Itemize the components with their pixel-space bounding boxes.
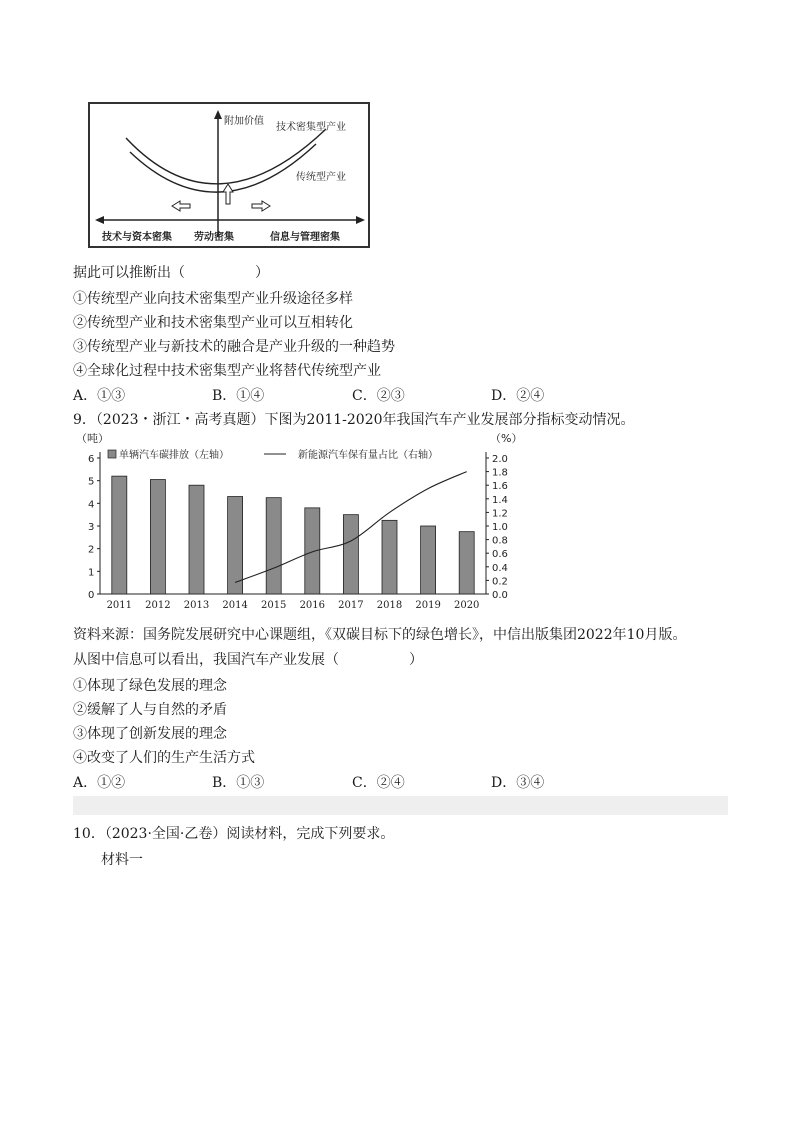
- traditional-curve-label: 传统型产业: [296, 172, 346, 183]
- q8-item-4: ④全球化过程中技术密集型产业将替代传统型产业: [73, 363, 381, 379]
- q9-item-2: ②缓解了人与自然的矛盾: [73, 702, 227, 718]
- carbon-emission-bar: [305, 508, 320, 594]
- left-tick-label: 5: [88, 476, 95, 488]
- right-tick-label: 1.8: [492, 467, 508, 479]
- right-tick-label: 0.6: [492, 549, 508, 561]
- q9-item-1: ①体现了绿色发展的理念: [73, 678, 227, 694]
- right-axis-unit: （%）: [490, 432, 523, 445]
- carbon-emission-bar: [459, 532, 474, 594]
- section-divider-band: [73, 796, 728, 815]
- carbon-emission-bar: [228, 497, 243, 594]
- carbon-emission-bar: [150, 480, 165, 594]
- x-tick-label: 2011: [106, 600, 133, 611]
- q8-item-1: ①传统型产业向技术密集型产业升级途径多样: [73, 291, 353, 307]
- right-tick-label: 0.2: [492, 576, 508, 588]
- chart-legend: [108, 448, 438, 461]
- q9-option-a[interactable]: A．①②: [73, 775, 126, 791]
- carbon-emission-bar: [266, 498, 281, 594]
- left-tick-label: 3: [88, 522, 95, 533]
- q9-stem: 从图中信息可以看出，我国汽车产业发展（ ）: [73, 652, 423, 668]
- left-tick-label: 6: [88, 454, 95, 465]
- x-tick-label: 2020: [453, 600, 480, 611]
- x-tick-label: 2015: [260, 600, 287, 611]
- carbon-emission-bar: [112, 476, 127, 594]
- tech-curve-label: 技术密集型产业: [276, 122, 346, 133]
- legend-bar-label: 单辆汽车碳排放（左轴）: [119, 450, 229, 461]
- carbon-emission-bar: [382, 520, 397, 594]
- carbon-emission-bar: [421, 526, 436, 594]
- x-tick-label: 2018: [376, 600, 403, 611]
- q9-option-c[interactable]: C．②④: [352, 775, 405, 791]
- q9-option-d[interactable]: D．③④: [491, 775, 545, 791]
- right-tick-label: 2.0: [492, 454, 508, 465]
- q8-option-d[interactable]: D．②④: [491, 388, 545, 404]
- q8-item-2: ②传统型产业和技术密集型产业可以互相转化: [73, 315, 353, 331]
- x-tick-label: 2012: [145, 600, 171, 611]
- auto-industry-chart: [72, 428, 532, 616]
- x-tick-label: 2014: [222, 600, 248, 611]
- x-tick-label: 2019: [415, 600, 441, 611]
- q8-option-c[interactable]: C．②③: [352, 388, 405, 404]
- q10-header: 10．（2023·全国·乙卷）阅读材料，完成下列要求。: [73, 826, 395, 842]
- carbon-emission-bar: [189, 485, 204, 594]
- right-tick-label: 0.0: [492, 590, 508, 601]
- left-hollow-arrow-icon: [172, 201, 190, 211]
- q8-item-3: ③传统型产业与新技术的融合是产业升级的一种趋势: [73, 339, 395, 355]
- left-tick-label: 4: [88, 499, 95, 511]
- up-hollow-arrow-icon: [223, 184, 233, 204]
- industry-curve-diagram: [90, 104, 368, 246]
- x-left-label: 技术与资本密集: [102, 232, 172, 243]
- left-tick-label: 1: [88, 567, 95, 579]
- x-axis-left-arrow-icon: [95, 216, 104, 224]
- left-axis-unit: （吨）: [76, 432, 109, 445]
- y-axis-label: 附加价值: [224, 116, 264, 127]
- q9-item-4: ④改变了人们的生产生活方式: [73, 750, 255, 766]
- right-tick-label: 1.2: [492, 508, 508, 520]
- right-tick-label: 1.4: [492, 494, 508, 506]
- carbon-emission-bar: [343, 515, 358, 594]
- industry-upgrade-figure: [88, 102, 370, 248]
- x-tick-label: 2016: [299, 600, 326, 611]
- right-tick-label: 1.6: [492, 481, 508, 493]
- right-hollow-arrow-icon: [252, 201, 270, 211]
- q10-material-label: 材料一: [101, 852, 143, 868]
- legend-line-label: 新能源汽车保有量占比（右轴）: [298, 450, 438, 461]
- q9-source: 资料来源：国务院发展研究中心课题组，《双碳目标下的绿色增长》，中信出版集团2022年10月版。: [73, 627, 687, 643]
- q9-header: 9．（2023・浙江・高考真题）下图为2011-2020年我国汽车产业发展部分指标变动情况。: [73, 412, 635, 428]
- q8-stem: 据此可以推断出（ ）: [73, 265, 269, 281]
- q9-item-3: ③体现了创新发展的理念: [73, 726, 227, 742]
- chart-plot-area: [88, 452, 508, 611]
- tech-intensive-curve: [130, 144, 316, 192]
- legend-bar-swatch: [108, 450, 116, 458]
- q9-option-b[interactable]: B．①③: [212, 775, 265, 791]
- left-tick-label: 2: [88, 544, 95, 556]
- x-mid-label: 劳动密集: [194, 232, 234, 243]
- q8-option-b[interactable]: B．①④: [212, 388, 265, 404]
- x-right-label: 信息与管理密集: [270, 232, 340, 243]
- x-tick-label: 2013: [183, 600, 210, 611]
- left-tick-label: 0: [88, 590, 95, 601]
- right-tick-label: 0.4: [492, 562, 508, 574]
- x-tick-label: 2017: [338, 600, 364, 611]
- right-tick-label: 0.8: [492, 535, 508, 547]
- y-axis-arrow-icon: [214, 110, 222, 119]
- x-axis-right-arrow-icon: [356, 216, 365, 224]
- q8-option-a[interactable]: A．①③: [73, 388, 126, 404]
- right-tick-label: 1.0: [492, 522, 508, 533]
